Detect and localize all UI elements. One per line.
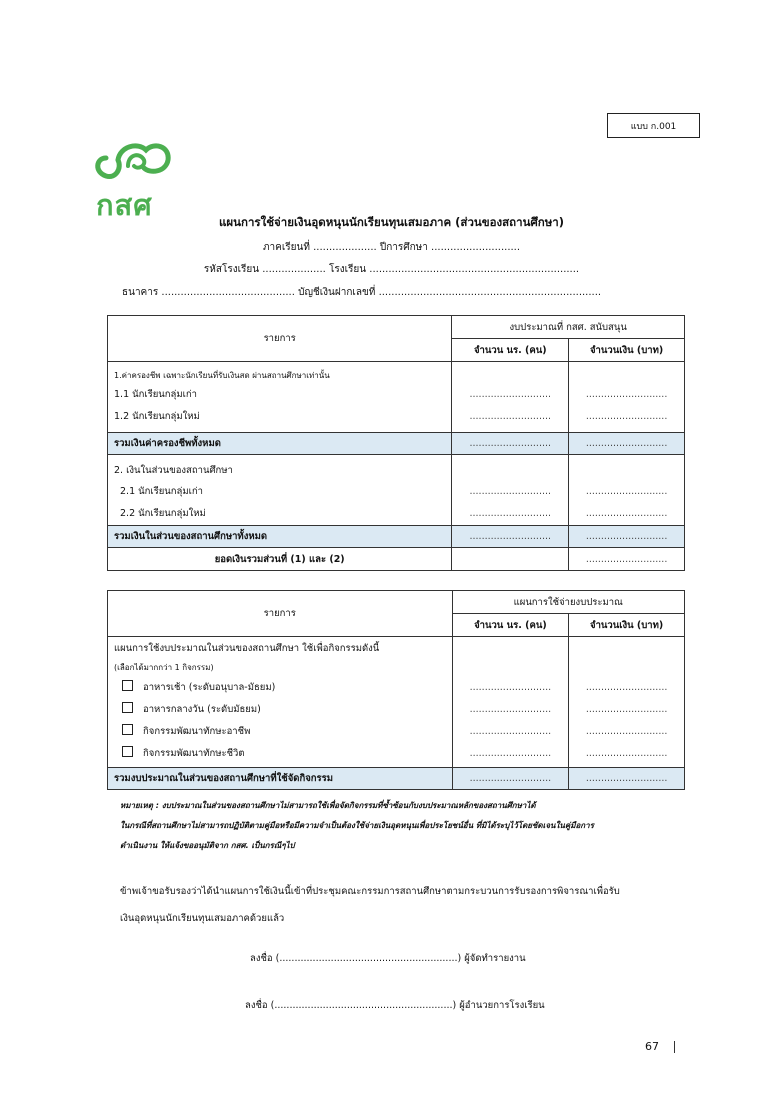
school-line: รหัสโรงเรียน .................... โรงเรียน .................................................................. — [203, 264, 580, 275]
col-students-header: จำนวน นร. (คน) — [452, 339, 569, 362]
section1-sum-row — [108, 433, 685, 455]
section1-item: 1.2 นักเรียนกลุ่มใหม่ — [114, 411, 200, 422]
grand-total-row — [108, 548, 685, 571]
section2-cell — [108, 455, 452, 526]
signature-reporter[interactable]: ลงชื่อ (...........................................................) ผู้จัดทำรายงาน — [250, 953, 526, 964]
input-dots[interactable]: ........................... — [469, 682, 552, 693]
activity-label: อาหารกลางวัน (ระดับมัธยม) — [143, 704, 261, 715]
input-dots[interactable]: ........................... — [569, 526, 685, 548]
activity-option[interactable] — [114, 699, 446, 721]
section2-sum-label: รวมเงินในส่วนของสถานศึกษาทั้งหมด — [108, 526, 452, 548]
activity-option[interactable] — [114, 721, 446, 743]
input-dots[interactable]: ........................... — [469, 508, 552, 519]
input-dots[interactable]: ........................... — [469, 411, 552, 422]
input-dots[interactable]: ........................... — [452, 526, 569, 548]
checkbox[interactable] — [122, 724, 133, 735]
col-amount-header: จำนวนเงิน (บาท) — [569, 614, 685, 637]
section2-students — [452, 455, 569, 526]
checkbox[interactable] — [122, 680, 133, 691]
page-number: 67 — [645, 1040, 659, 1053]
activities-note: (เลือกได้มากกว่า 1 กิจกรรม) — [114, 663, 214, 672]
activity-option[interactable] — [114, 677, 446, 699]
certification-line: เงินอุดหนุนนักเรียนทุนเสมอภาคด้วยแล้ว — [120, 913, 285, 924]
input-dots[interactable]: ........................... — [469, 389, 552, 400]
col-amount-header: จำนวนเงิน (บาท) — [569, 339, 685, 362]
input-dots[interactable]: ........................... — [585, 726, 668, 737]
input-dots[interactable]: ........................... — [469, 748, 552, 759]
page-title: แผนการใช้จ่ายเงินอุดหนุนนักเรียนทุนเสมอภาค (ส่วนของสถานศึกษา) — [218, 215, 565, 229]
activity-label: อาหารเช้า (ระดับอนุบาล-มัธยม) — [143, 682, 276, 693]
activities-students — [452, 637, 569, 768]
col-item-header: รายการ — [108, 316, 452, 362]
input-dots[interactable]: ........................... — [585, 682, 668, 693]
grand-total-students — [452, 548, 569, 571]
checkbox[interactable] — [122, 702, 133, 713]
input-dots[interactable]: ........................... — [452, 768, 569, 790]
input-dots[interactable]: ........................... — [569, 768, 685, 790]
activity-label: กิจกรรมพัฒนาทักษะชีวิต — [143, 748, 245, 759]
section2-sum-row — [108, 526, 685, 548]
input-dots[interactable]: ........................... — [469, 704, 552, 715]
activity-option[interactable] — [114, 743, 446, 765]
section2-item: 2.1 นักเรียนกลุ่มเก่า — [120, 486, 203, 497]
input-dots[interactable]: ........................... — [469, 726, 552, 737]
section1-students — [452, 362, 569, 433]
form-code: แบบ ก.001 — [630, 121, 677, 132]
section1-amount — [569, 362, 685, 433]
bank-line: ธนาคาร .......................................... บัญชีเงินฝากเลขที่ ...................................................................... — [122, 287, 602, 298]
col-group-header: งบประมาณที่ กสศ. สนับสนุน — [452, 316, 685, 339]
remark-line: ในกรณีที่สถานศึกษาไม่สามารถปฏิบัติตามคู่มือหรือมีความจำเป็นต้องใช้จ่ายเงินอุดหนุนเพื่อประโยชน์อื่น ที่มิได้ระบุไว้โดยชัดเจนในคู่มือการ — [120, 821, 594, 830]
col-item-header: รายการ — [108, 591, 453, 637]
section1-cell — [108, 362, 452, 433]
remark-line: ดำเนินงาน ให้แจ้งขออนุมัติจาก กสศ. เป็นกรณีๆไป — [120, 841, 295, 850]
logo-text: กสศ — [96, 188, 153, 222]
grand-total-label: ยอดเงินรวมส่วนที่ (1) และ (2) — [108, 548, 452, 571]
budget-table — [107, 315, 685, 571]
section2-amount — [569, 455, 685, 526]
checkbox[interactable] — [122, 746, 133, 757]
remark-line: หมายเหตุ : งบประมาณในส่วนของสถานศึกษาไม่สามารถใช้เพื่อจัดกิจกรรมที่ซ้ำซ้อนกับงบประมาณหลักของสถานศึกษาได้ — [120, 801, 536, 810]
input-dots[interactable]: ........................... — [585, 486, 668, 497]
activities-cell — [108, 637, 453, 768]
form-code-box — [607, 113, 700, 138]
col-students-header: จำนวน นร. (คน) — [452, 614, 569, 637]
section1-item: 1.1 นักเรียนกลุ่มเก่า — [114, 389, 197, 400]
col-group-header: แผนการใช้จ่ายงบประมาณ — [452, 591, 685, 614]
activities-intro: แผนการใช้งบประมาณในส่วนของสถานศึกษา ใช้เพื่อกิจกรรมดังนี้ — [114, 643, 380, 654]
input-dots[interactable]: ........................... — [585, 411, 668, 422]
input-dots[interactable]: ........................... — [585, 508, 668, 519]
activities-amount — [569, 637, 685, 768]
input-dots[interactable]: ........................... — [569, 548, 685, 571]
input-dots[interactable]: ........................... — [585, 748, 668, 759]
input-dots[interactable]: ........................... — [585, 389, 668, 400]
semester-line: ภาคเรียนที่ .................... ปีการศึกษา ............................ — [262, 242, 521, 253]
input-dots[interactable]: ........................... — [585, 704, 668, 715]
section1-title: 1.ค่าครองชีพ เฉพาะนักเรียนที่รับเงินสด ผ่านสถานศึกษาเท่านั้น — [114, 371, 330, 380]
remark-note — [120, 796, 680, 856]
section2-item: 2.2 นักเรียนกลุ่มใหม่ — [120, 508, 206, 519]
page-divider — [674, 1041, 675, 1053]
certification-line: ข้าพเจ้าขอรับรองว่าได้นำแผนการใช้เงินนี้เข้าที่ประชุมคณะกรรมการสถานศึกษาตามกระบวนการรับรองการพิจารณาเพื่อรับ — [120, 886, 620, 897]
input-dots[interactable]: ........................... — [452, 433, 569, 455]
activity-plan-table — [107, 590, 685, 790]
signature-director[interactable]: ลงชื่อ (...........................................................) ผู้อำนวยการโรงเรียน — [245, 1000, 545, 1011]
input-dots[interactable]: ........................... — [469, 486, 552, 497]
section1-sum-label: รวมเงินค่าครองชีพทั้งหมด — [108, 433, 452, 455]
activity-label: กิจกรรมพัฒนาทักษะอาชีพ — [143, 726, 251, 737]
section2-title: 2. เงินในส่วนของสถานศึกษา — [114, 465, 233, 476]
input-dots[interactable]: ........................... — [569, 433, 685, 455]
activities-sum-row — [108, 768, 685, 790]
activities-sum-label: รวมงบประมาณในส่วนของสถานศึกษาที่ใช้จัดกิจกรรม — [108, 768, 453, 790]
certification-text — [120, 878, 680, 932]
